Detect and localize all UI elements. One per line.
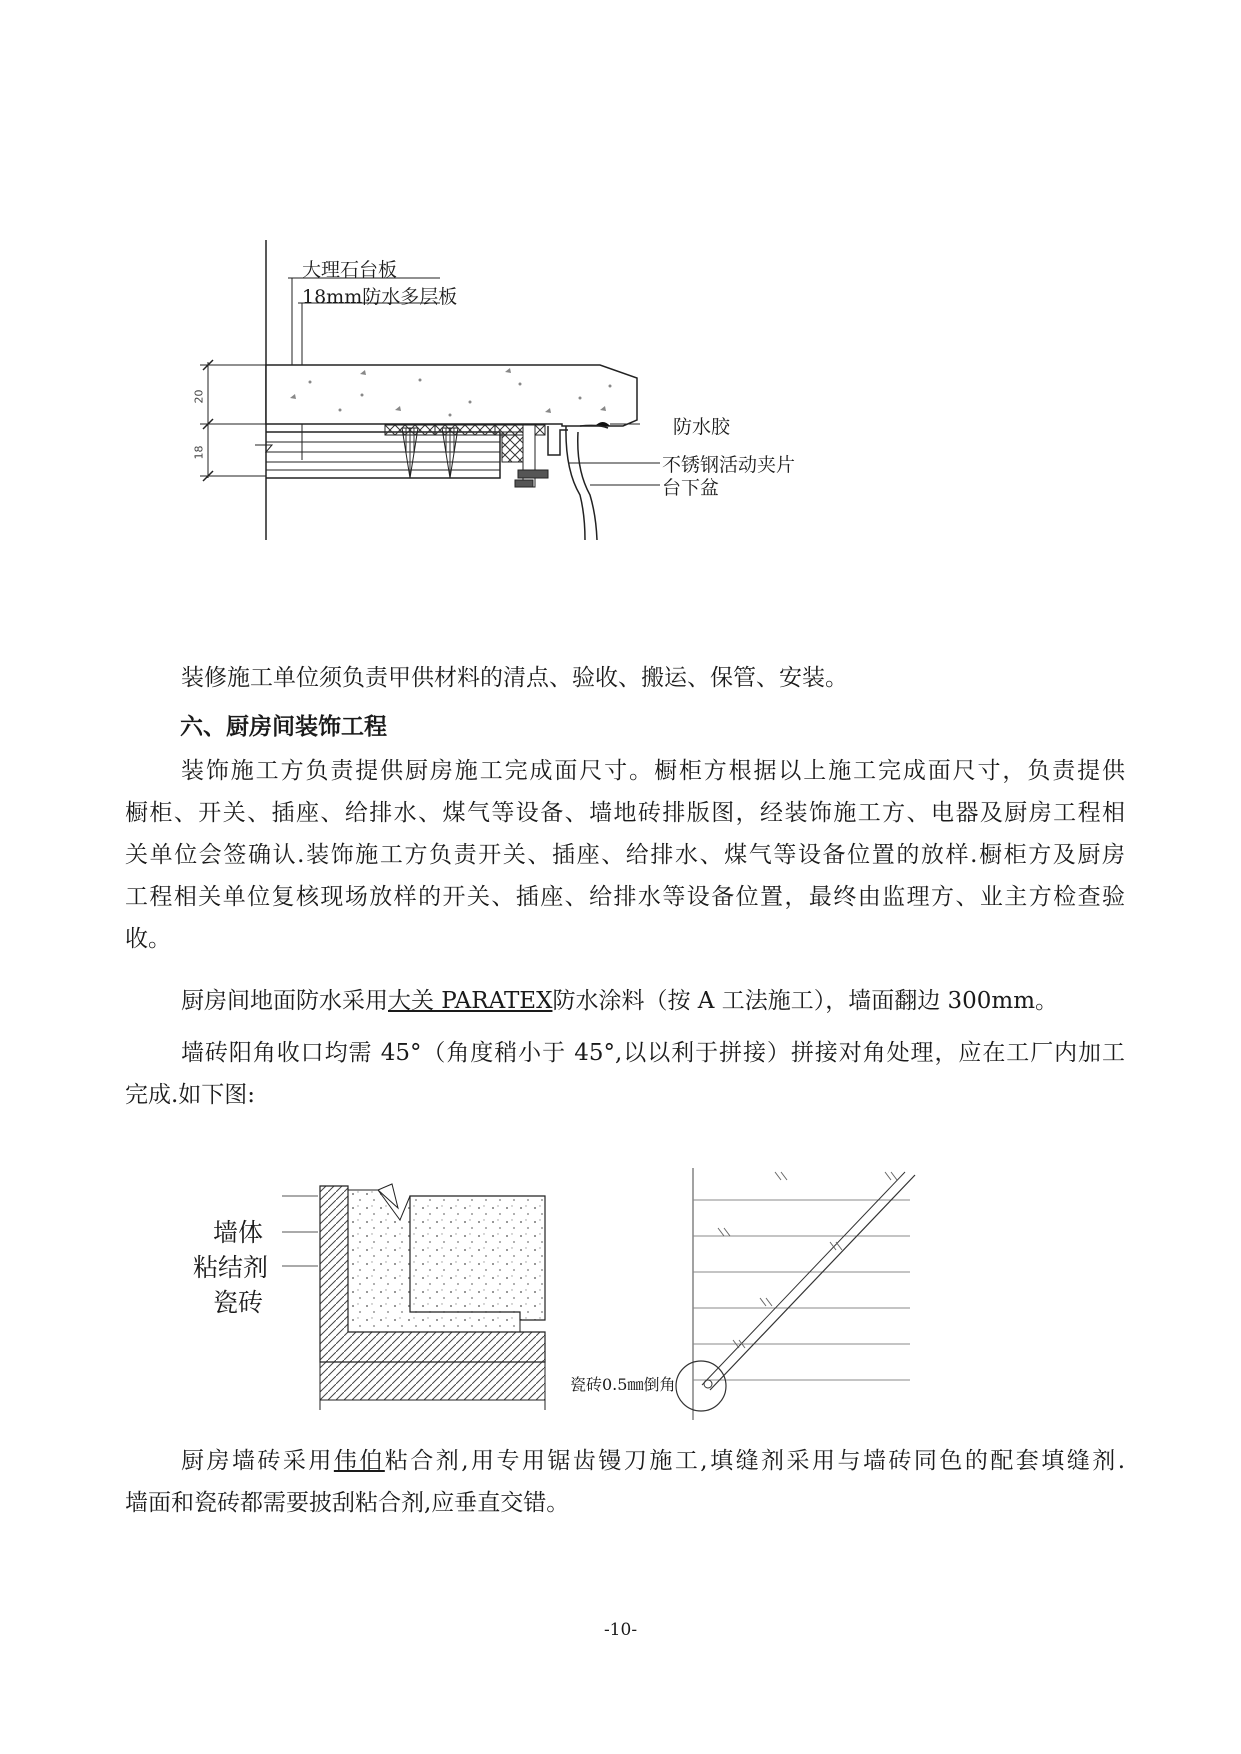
paragraph-tile-adhesive: 厨房墙砖采用伟伯粘合剂,用专用锯齿镘刀施工,填缝剂采用与墙砖同色的配套填缝剂. 墙面和瓷砖都需要披刮粘合剂,应垂直交错。 <box>125 1448 1126 1516</box>
dimension-top: 20 <box>192 389 206 404</box>
paragraph-tile-corner: 墙砖阳角收口均需 45°（角度稍小于 45°,以以利于拼接）拼接对角处理，应在工厂内加工 完成.如下图: <box>125 1040 1125 1108</box>
label-tile: 瓷砖 <box>213 1288 264 1317</box>
label-clip: 不锈钢活动夹片 <box>662 454 796 476</box>
label-wall: 墙体 <box>213 1218 264 1247</box>
label-basin: 台下盆 <box>662 477 720 499</box>
dimension-bottom: 18 <box>192 445 206 460</box>
label-marble-top: 大理石台板 <box>302 259 398 281</box>
basin-detail-drawing <box>0 0 1241 580</box>
label-adhesive: 粘结剂 <box>193 1253 269 1282</box>
paragraph-kitchen-scope: 装饰施工方负责提供厨房施工完成面尺寸。橱柜方根据以上施工完成面尺寸，负责提供 橱柜、开关、插座、给排水、煤气等设备、墙地砖排版图，经装饰施工方、电器及厨房工程相 关单位会签确认.装饰施工方负责开关、插座、给排水、煤气等设备位置的放样.橱柜方及厨房 工程相关单位复核现场放样的开关、插座、给排水等设备位置，最终由监理方、业主方检查验 收。 <box>125 758 1125 952</box>
label-chamfer: 瓷砖0.5㎜倒角 <box>570 1372 675 1395</box>
brand-paratex: 大关 PARATEX <box>388 988 553 1014</box>
paragraph-waterproofing: 厨房间地面防水采用大关 PARATEX防水涂料（按 A 工法施工），墙面翻边 300mm。 <box>181 988 1059 1014</box>
paragraph-supply-materials: 装修施工单位须负责甲供材料的清点、验收、搬运、保管、安装。 <box>181 665 848 691</box>
section-heading: 六、厨房间装饰工程 <box>180 714 387 740</box>
label-sealant: 防水胶 <box>673 416 731 438</box>
label-plywood: 18mm防水多层板 <box>302 286 458 308</box>
brand-weber: 伟伯 <box>333 1448 385 1474</box>
page-number: -10- <box>603 1620 638 1640</box>
